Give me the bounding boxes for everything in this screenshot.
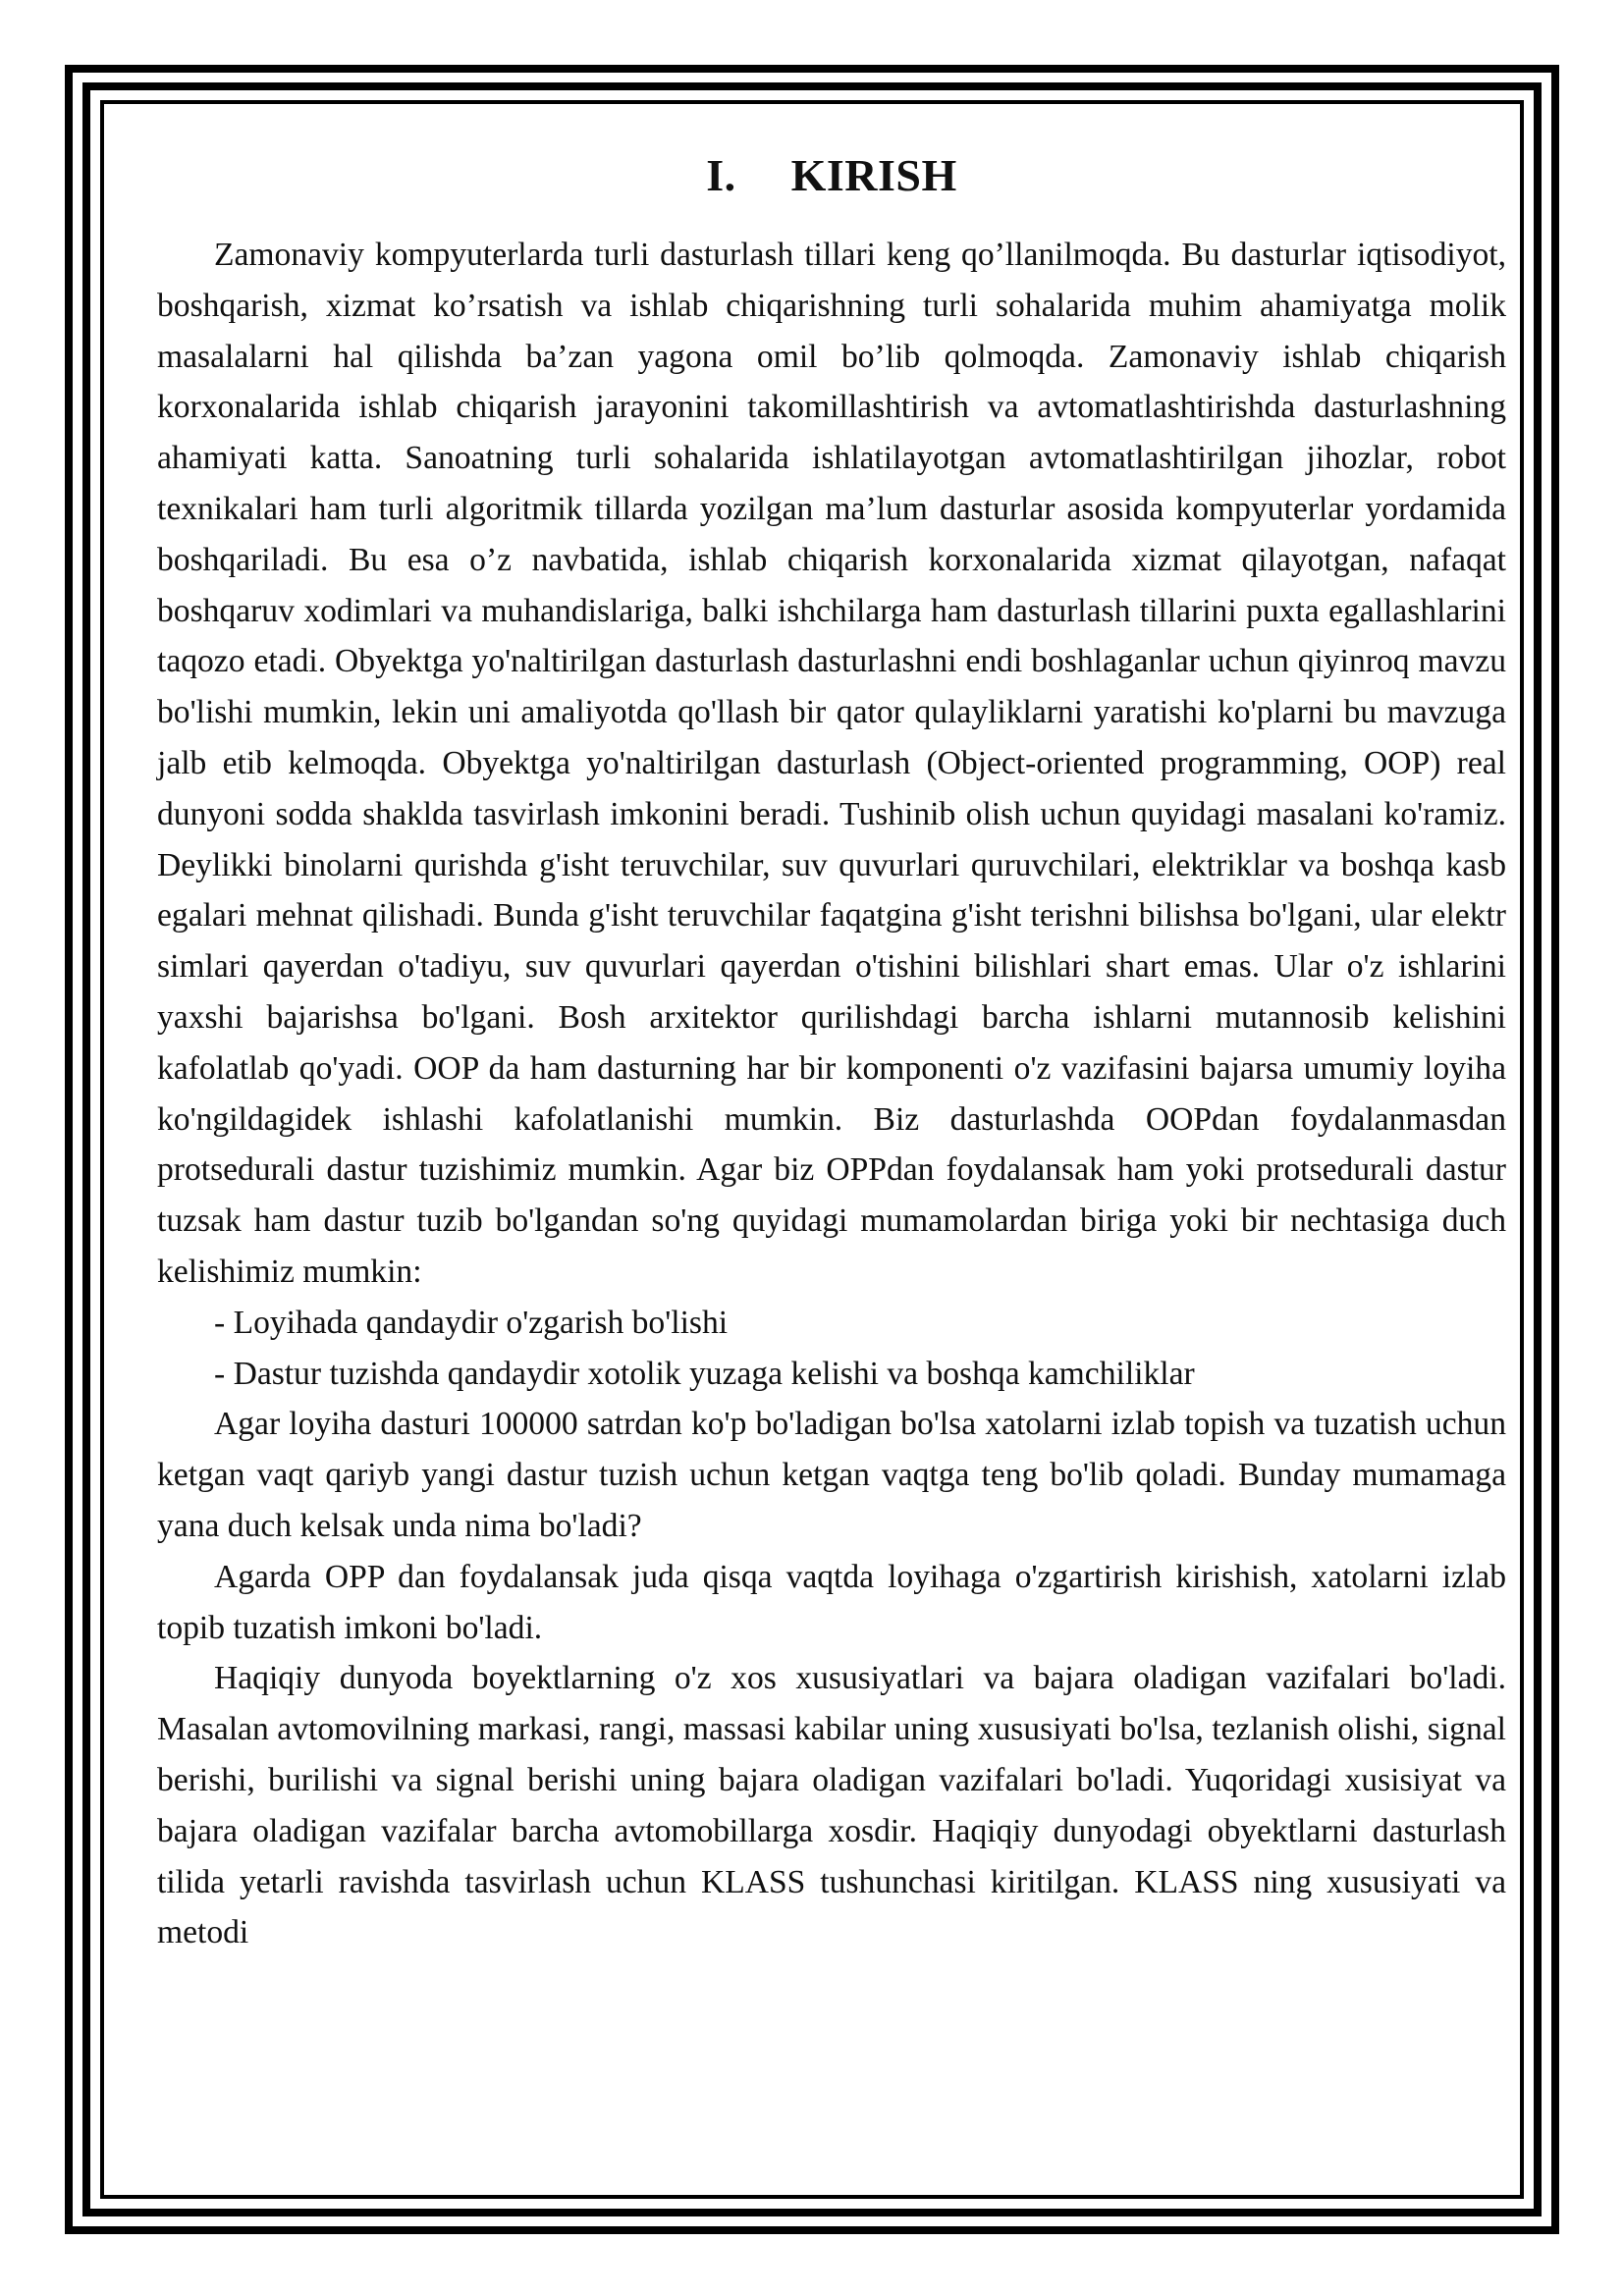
paragraph: Agar loyiha dasturi 100000 satrdan ko'p bo'ladigan bo'lsa xatolarni izlab topish va tuzatish uchun ketgan vaqt qariyb yangi dastur tuzish uchun ketgan vaqtga teng bo'lib qoladi. Bunday mumamaga yana duch kelsak unda nima bo'ladi? (157, 1406, 1506, 1544)
intro-paragraph: Zamonaviy kompyuterlarda turli dasturlash tillari keng qo’llanilmoqda. Bu dasturlar iqtisodiyot, boshqarish, xizmat ko’rsatish va ishlab chiqarishning turli sohalarida muhim ahamiyatga molik masalalarni hal qilishda ba’zan yagona omil bo’lib qolmoqda. Zamonaviy ishlab chiqarish korxonalarida ishlab chiqarish jarayonini takomillashtirish va avtomatlashtirishda dasturlashning ahamiyati katta. Sanoatning turli sohalarida ishlatilayotgan avtomatlashtirilgan jihozlar, robot texnikalari ham turli algoritmik tillarda yozilgan ma’lum dasturlar asosida kompyuterlar yordamida boshqariladi. Bu esa o’z navbatida, ishlab chiqarish korxonalarida xizmat qilayotgan, nafaqat boshqaruv xodimlari va muhandislariga, balki ishchilarga ham dasturlash tillarini puxta egallashlarini taqozo etadi. Obyektga yo'naltirilgan dasturlash dasturlashni endi boshlaganlar uchun qiyinroq mavzu bo'lishi mumkin, lekin uni amaliyotda qo'llash bir qator qulayliklarni yaratishi ko'plarni bu mavzuga jalb etib kelmoqda. Obyektga yo'naltirilgan dasturlash (Object-oriented programming, OOP) real dunyoni sodda shaklda tasvirlash imkonini beradi. Tushinib olish uchun quyidagi masalani ko'ramiz. Deylikki binolarni qurishda g'isht teruvchilar, suv quvurlari quruvchilari, elektriklar va boshqa kasb egalari mehnat qilishadi. Bunda g'isht teruvchilar faqatgina g'isht terishni bilishsa bo'lgani, ular elektr simlari qayerdan o'tadiyu, suv quvurlari qayerdan o'tishini bilishlari shart emas. Ular o'z ishlarini yaxshi bajarishsa bo'lgani. Bosh arxitektor qurilishdagi barcha ishlarni mutannosib kelishini kafolatlab qo'yadi. OOP da ham dasturning har bir komponenti o'z vazifasini bajarsa umumiy loyiha ko'ngildagidek ishlashi kafolatlanishi mumkin. Biz dasturlashda OOPdan foydalanmasdan protsedurali dastur tuzishimiz mumkin. Agar biz OPPdan foydalansak ham yoki protsedurali dastur tuzsak ham dastur tuzib bo'lgandan so'ng quyidagi mumamolardan biriga yoki bir nechtasiga duch kelishimiz mumkin: (157, 237, 1506, 1290)
list-item: - Dastur tuzishda qandaydir xotolik yuzaga kelishi va boshqa kamchiliklar (214, 1355, 1195, 1392)
section-title: KIRISH (790, 150, 957, 200)
list-item: - Loyihada qandaydir o'zgarish bo'lishi (214, 1304, 729, 1341)
paragraph: Haqiqiy dunyoda boyektlarning o'z xos xususiyatlari va bajara oladigan vazifalari bo'ladi. Masalan avtomovilning markasi, rangi, massasi kabilar uning xususiyati bo'lsa, tezlanish olishi, signal berishi, burilishi va signal berishi uning bajara oladigan vazifalari bo'ladi. Yuqoridagi xusisiyat va bajara oladigan vazifalar barcha avtomobillarga xosdir. Haqiqiy dunyodagi obyektlarni dasturlash tilida yetarli ravishda tasvirlash uchun KLASS tushunchasi kiritilgan. KLASS ning xususiyati va metodi (157, 1660, 1506, 1951)
section-number: I. (706, 150, 736, 200)
section-heading (157, 150, 1506, 200)
document-body (157, 147, 1506, 1958)
paragraph: Agarda OPP dan foydalansak juda qisqa vaqtda loyihaga o'zgartirish kirishish, xatolarni izlab topib tuzatish imkoni bo'ladi. (157, 1558, 1506, 1646)
